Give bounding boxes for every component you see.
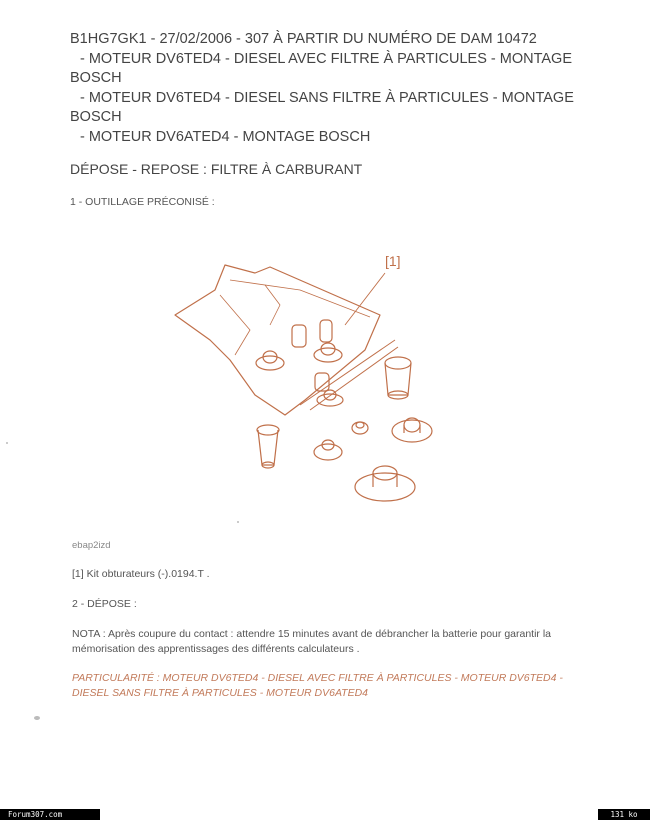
- header-engine-2-cont: BOSCH: [70, 109, 122, 125]
- loose-plug-middle: [314, 444, 342, 460]
- kit-bag-fold: [230, 280, 370, 317]
- image-reference: ebap2izd: [72, 540, 111, 551]
- header-engine-2: - MOTEUR DV6TED4 - DIESEL SANS FILTRE À PARTICULES - MONTAGE: [80, 89, 574, 106]
- step-1-heading: 1 - OUTILLAGE PRÉCONISÉ :: [70, 196, 215, 208]
- particularite-paragraph: PARTICULARITÉ : MOTEUR DV6TED4 - DIESEL AVEC FILTRE À PARTICULES - MOTEUR DV6TED4 - DIESEL SANS FILTRE À PARTICULES - MOTEUR DV6ATED4: [72, 672, 563, 699]
- kit-bag-outline: [175, 265, 380, 415]
- header-reference: B1HG7GK1 - 27/02/2006 - 307 À PARTIR DU NUMÉRO DE DAM 10472: [70, 31, 537, 47]
- scan-speck: [34, 716, 40, 720]
- header-engine-3: - MOTEUR DV6ATED4 - MONTAGE BOSCH: [80, 128, 371, 145]
- loose-plug-large: [355, 473, 415, 501]
- scan-speck: [6, 442, 8, 444]
- scan-speck: [237, 521, 239, 523]
- loose-plug-right: [392, 420, 432, 442]
- footer-site-banner: Forum307.com: [0, 809, 100, 820]
- header-engine-1-cont: BOSCH: [70, 70, 122, 86]
- figure-callout-label: [1]: [385, 253, 401, 269]
- document-header: [70, 30, 590, 147]
- bag-plug-3: [292, 325, 306, 347]
- plug-kit-illustration: [160, 245, 460, 520]
- section-title: DÉPOSE - REPOSE : FILTRE À CARBURANT: [70, 161, 363, 177]
- footer-file-size: 131 ko: [598, 809, 650, 820]
- step-2-heading: 2 - DÉPOSE :: [72, 598, 137, 610]
- tool-kit-line: [1] Kit obturateurs (-).0194.T .: [72, 568, 210, 580]
- header-engine-1: - MOTEUR DV6TED4 - DIESEL AVEC FILTRE À PARTICULES - MONTAGE: [80, 50, 573, 67]
- note-paragraph: NOTA : Après coupure du contact : attendre 15 minutes avant de débrancher la batterie pour garantir la mémorisation des apprentissages des différents calculateurs .: [72, 628, 552, 655]
